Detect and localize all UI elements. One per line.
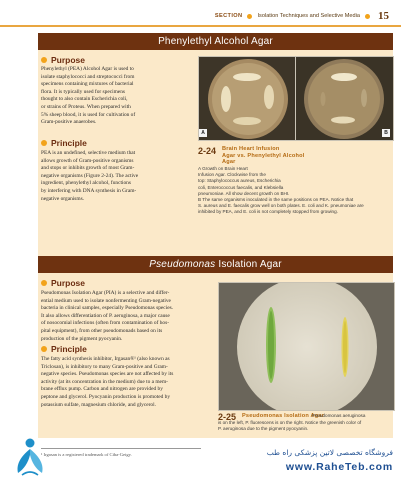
figure-2-24-number: 2-24	[198, 146, 217, 156]
figure-2-25-caption: is on the left, P. fluorescens is on the right. Notice the greenish color of P. aeruginosa due to the pigment pyocyanin.	[218, 419, 362, 431]
section-1-principle-heading: Principle	[41, 138, 87, 148]
figure-label-a: A	[199, 129, 207, 137]
section-title: Isolation Techniques and Selective Media	[257, 13, 360, 19]
raheteb-logo-icon	[10, 435, 50, 479]
bullet-dot-icon	[365, 14, 370, 19]
figure-2-24-title: Brain Heart Infusion Agar vs. Phenylethyl Alcohol Agar	[222, 146, 305, 166]
figure-2-25-photo	[218, 282, 395, 411]
section-2-title-italic: Pseudomonas	[149, 259, 216, 270]
section-2-title-rest: Isolation Agar	[215, 259, 282, 270]
figure-2-24-caption: A Growth on Brain Heart Infusion Agar. Clockwise from the top: Staphylococcus aureus, Escherichia coli, Enterococcus faecalis, and Klebsiella pneumoniae. All show decent growth on BHI. B The same organisms inoculated in the same positions on PEA. Notice that S. aureus and E. faecalis grow well on both plates. E. coli and K. pneumoniae are inhibited by PEA, and E. coli is not completely stopped from growing.	[198, 166, 364, 215]
section-1-title: Phenylethyl Alcohol Agar	[158, 36, 273, 47]
heading-bullet-icon	[41, 346, 47, 352]
section-2-purpose-text: Pseudomonas Isolation Agar (PIA) is a selective and differ- ential medium used to isolate nonfermenting Gram-negative bacteria in clinical samples, especially Pseudomonas species. It also allows differentiation of P. aeruginosa, a major cause of nosocomial infections (often from contamination of hos- pital equipment), from other pseudomonads based on its production of the pigment pyocyanin.	[41, 290, 174, 342]
heading-bullet-icon	[41, 140, 47, 146]
bhi-plate-image	[199, 57, 296, 140]
pia-plate-image	[219, 283, 394, 410]
figure-2-24-photo-a	[198, 56, 297, 141]
watermark-persian-text: فروشگاه تخصصی لاتین پزشکی راه طب	[266, 448, 393, 457]
running-header	[215, 9, 389, 23]
figure-2-24-photo-b	[295, 56, 394, 141]
page-number: 15	[378, 10, 389, 22]
section-1-principle-text: PEA is an undefined, selective medium that allows growth of Gram-positive organisms and stops or inhibits growth of most Gram- negative organisms (Figure 2-24). The active ingredient, phenylethyl alcohol, functions by interfering with DNA synthesis in Gram- negative organisms.	[41, 150, 139, 202]
section-2-principle-text: The fatty acid synthesis inhibitor, Irgasan®¹ (also known as Triclosan), is inhibitory to many Gram-positive and Gram- negative species. Pseudomonas species are not affected by its activity (at its concentration in the medium) due to a mem- brane efflux pump. Carbon and nitrogen are provided by peptone and glycerol. Pyocyanin production is promoted by potassium sulfate, magnesium chloride, and glycerol.	[41, 356, 174, 408]
section-1-banner	[38, 33, 393, 50]
footnote: ¹ Irgasan is a registered trademark of Ciba-Geigy.	[41, 452, 132, 457]
section-2-banner	[38, 256, 393, 273]
figure-2-25-title: Pseudomonas Isolation Agar	[242, 413, 325, 419]
section-1-purpose-text: Phenylethyl (PEA) Alcohol Agar is used to isolate staphylococci and streptococci from specimens containing mixtures of bacterial flora. It is typically used for specimens thought to also contain Escherichia coli, or strains of Proteus. When prepared with 5% sheep blood, it is used for cultivation of Gram-positive anaerobes.	[41, 66, 136, 126]
section-1-purpose-heading: Purpose	[41, 55, 85, 65]
footnote-rule	[41, 448, 201, 449]
figure-2-25-caption-lead: Pseudomonas aeruginosa	[312, 413, 366, 418]
section-2-purpose-heading: Purpose	[41, 278, 85, 288]
bullet-dot-icon	[247, 14, 252, 19]
figure-label-b: B	[382, 129, 390, 137]
header-rule	[0, 25, 401, 27]
watermark-url[interactable]: www.RaheTeb.com	[285, 461, 393, 473]
section-2-principle-heading: Principle	[41, 344, 87, 354]
heading-bullet-icon	[41, 57, 47, 63]
heading-bullet-icon	[41, 280, 47, 286]
pea-plate-image	[296, 57, 393, 140]
figure-2-25-number: 2-25	[218, 412, 237, 422]
section-label: SECTION	[214, 13, 243, 19]
